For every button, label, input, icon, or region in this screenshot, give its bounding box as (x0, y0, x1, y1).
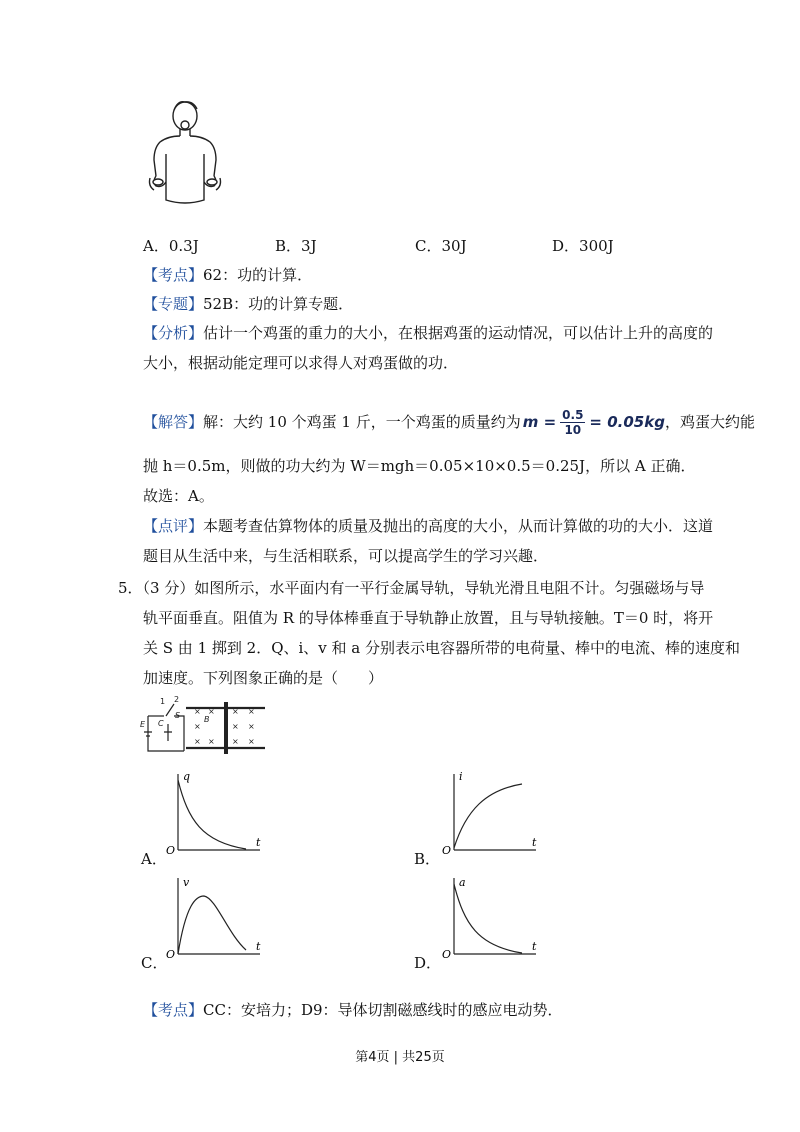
option-c-label: C． (141, 954, 168, 972)
curve-a (178, 780, 246, 849)
choice-a: A．0.3J (143, 237, 199, 255)
graph-a (160, 770, 270, 860)
svg-text:v: v (183, 876, 190, 889)
svg-text:×: × (232, 707, 239, 716)
svg-text:t: t (256, 836, 261, 849)
q5-line3: 关 S 由 1 掷到 2．Q、i、v 和 a 分别表示电容器所带的电荷量、棒中的电流、棒的速度和 (143, 639, 741, 657)
fenxi-tag: 【分析】 (143, 324, 204, 342)
svg-text:×: × (232, 737, 239, 746)
dianping-line1: 【点评】本题考查估算物体的质量及抛出的高度的大小，从而计算做的功的大小．这道 (143, 517, 714, 535)
option-b-label: B． (414, 850, 441, 868)
svg-text:×: × (248, 737, 255, 746)
jieda-line1: 【解答】 解：大约 10 个鸡蛋 1 斤，一个鸡蛋的质量约为 m = $\frac{0.5}{10}$ = 0.05kg ，鸡蛋大约能 (143, 407, 755, 437)
svg-text:q: q (183, 770, 191, 783)
svg-text:×: × (208, 737, 215, 746)
svg-text:E: E (140, 720, 146, 729)
dianping-tag: 【点评】 (143, 517, 204, 535)
mass-formula: m = $\frac{0.5}{10}$ = 0.05kg (522, 407, 665, 437)
svg-text:t: t (256, 940, 261, 953)
svg-text:×: × (194, 707, 201, 716)
zhuanti-tag: 【专题】 (143, 295, 204, 313)
svg-text:×: × (248, 707, 255, 716)
fenxi-line1: 【分析】估计一个鸡蛋的重力的大小，在根据鸡蛋的运动情况，可以估计上升的高度的 (143, 324, 714, 342)
fenxi-line2: 大小，根据动能定理可以求得人对鸡蛋做的功． (143, 354, 459, 372)
kaodian-tag: 【考点】 (143, 266, 204, 284)
svg-text:C: C (158, 719, 164, 728)
choice-b: B．3J (275, 237, 317, 255)
dianping-line2: 题目从生活中来，与生活相联系，可以提高学生的学习兴趣． (143, 547, 549, 565)
svg-text:t: t (532, 940, 537, 953)
q5-line4: 加速度。下列图象正确的是（ ） (143, 669, 384, 687)
graph-d (436, 874, 546, 964)
zhuanti-line (143, 294, 353, 314)
circuit-wire (148, 716, 184, 751)
kaodian-text: 62：功的计算． (203, 266, 313, 284)
svg-text:×: × (248, 722, 255, 731)
curve-d (454, 884, 522, 953)
jieda-line3: 故选：A。 (143, 487, 214, 505)
kaodian2-tag: 【考点】 (143, 1001, 204, 1019)
svg-text:i: i (459, 770, 463, 783)
svg-text:×: × (208, 707, 215, 716)
person-figure (138, 96, 233, 208)
svg-text:1: 1 (160, 697, 166, 706)
graph-b (436, 770, 546, 860)
zhuanti-text: 52B：功的计算专题． (203, 295, 354, 313)
svg-text:×: × (232, 722, 239, 731)
svg-text:t: t (532, 836, 537, 849)
option-d-label: D． (414, 954, 442, 972)
q5-line1: 5．（3 分）如图所示，水平面内有一平行金属导轨，导轨光滑且电阻不计。匀强磁场与导 (118, 579, 705, 597)
svg-text:S: S (175, 711, 181, 720)
jieda-tag: 【解答】 (143, 413, 204, 431)
option-a-label: A． (141, 850, 167, 868)
choice-d: D．300J (552, 237, 614, 255)
svg-text:O: O (442, 844, 452, 857)
svg-text:O: O (442, 948, 452, 961)
page-footer: 第4页 | 共25页 (355, 1050, 445, 1065)
choice-c: C．30J (415, 237, 467, 255)
svg-text:a: a (459, 876, 466, 889)
curve-c (178, 896, 246, 954)
jieda-line2: 抛 h＝0.5m，则做的功大约为 W＝mgh＝0.05×10×0.5＝0.25J，所以 A 正确． (143, 457, 696, 475)
curve-b (454, 784, 522, 848)
svg-text:2: 2 (174, 696, 180, 704)
graph-c (160, 874, 270, 964)
q5-line2: 轨平面垂直。阻值为 R 的导体棒垂直于导轨静止放置，且与导轨接触。T＝0 时，将开 (143, 609, 714, 627)
svg-text:O: O (166, 844, 176, 857)
kaodian-line (143, 265, 312, 285)
circuit-diagram (140, 696, 270, 758)
svg-text:B: B (204, 715, 210, 724)
kaodian2-line: 【考点】CC：安培力；D9：导体切割磁感线时的感应电动势． (143, 1001, 563, 1019)
svg-text:×: × (194, 737, 201, 746)
svg-text:O: O (166, 948, 176, 961)
svg-text:×: × (194, 722, 201, 731)
